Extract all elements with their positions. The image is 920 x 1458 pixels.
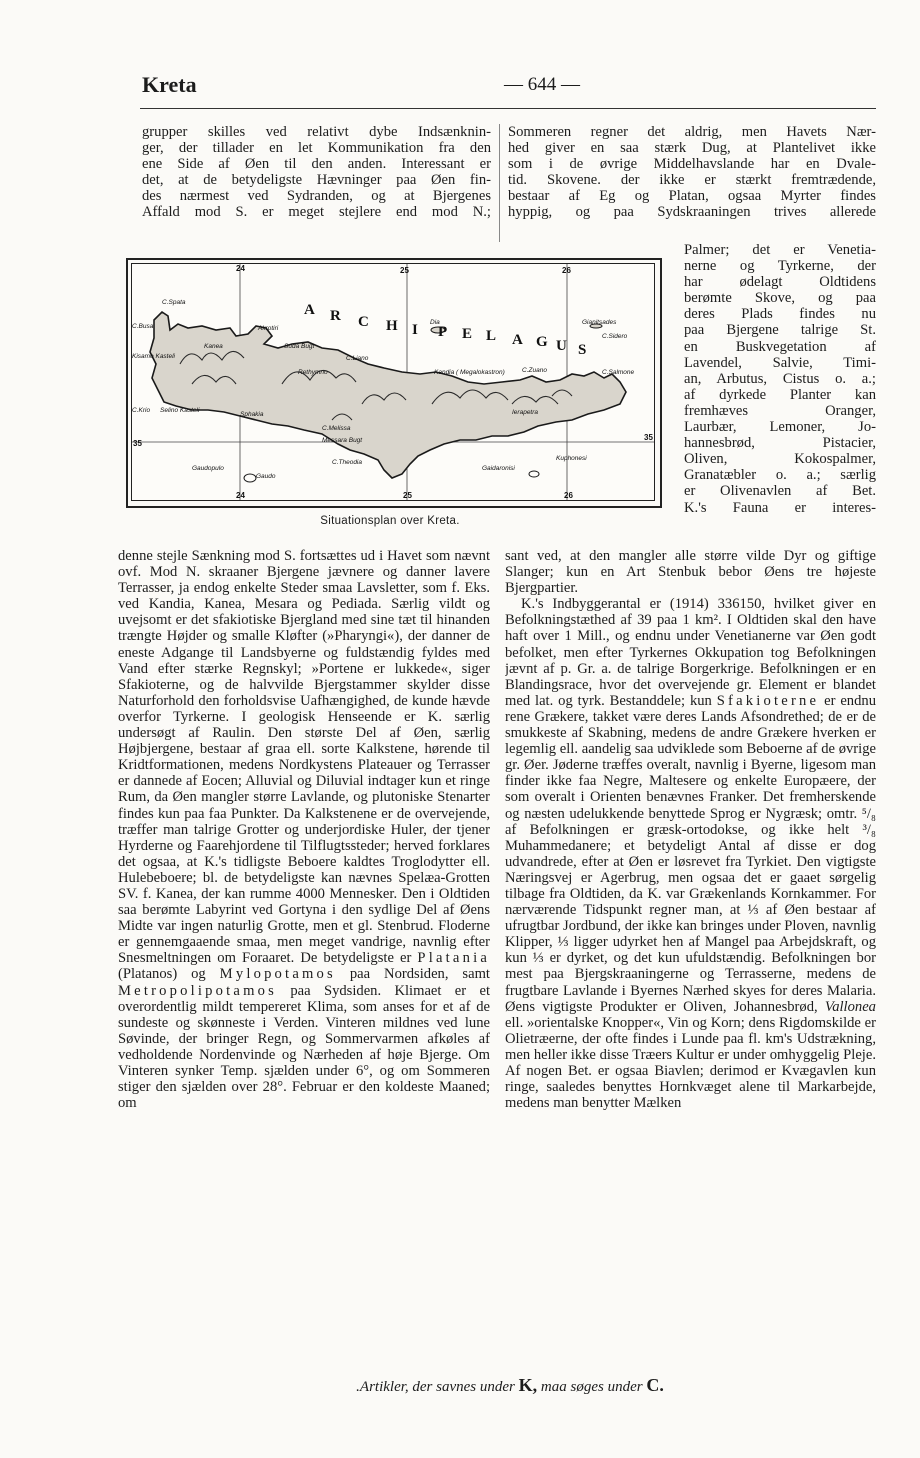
text-line: des nærmest ved Sydranden, og at Bjergenes (142, 188, 491, 205)
text-line: af dyrkede Planter kan (684, 386, 876, 403)
header-rule (140, 108, 876, 109)
place-label: Rethymno (298, 369, 328, 376)
place-label: C.Krio (132, 407, 151, 414)
sea-label-letter: R (330, 308, 341, 324)
place-label: Gaudo (256, 473, 276, 480)
place-label: C.Busa (132, 323, 154, 330)
text-line: Sommeren regner det aldrig, men Havets Nær- (508, 124, 876, 140)
text-line: Palmer; det er Venetia- (684, 242, 876, 258)
top-left-lines (142, 124, 491, 221)
population-text-b: er endnu rene Grækere, takket være deres Lands Afsondrethed; de er de smukkeste af Skabning, medens de andre Grækere hverken er legemlig ell. aandelig saa udviklede som Beboerne af de øvrige gr. Øer. Jøderne træffes overalt, navnlig i Byerne, ligesom man finder ikke faa Negre, Maltesere og enkelte Europæere, der som overalt i Orienten benævnes Franker. Det fremherskende og næsten udelukkende benyttede Sprog er Nygræsk; omtr. ⁵/₈ af Befolkningen er græsk-ortodokse, og ikke helt ³/₈ Muhammedanere; et betydeligt Antal af disse er dog udvandrede, efter at Øen er løsrevet fra Tyrkiet. Den vigtigste Næringsvej er Agerbrug, men ogsaa det er gaaet sørgelig tilbage fra Oldtiden, da K. var Grækenlands Kornkammer. For nærværende Tidspunkt regner man, at ⅓ af Øen bestaar af ufrugtbar Jordbund, der ikke kan bringes under Ploven, navnlig Klipper, ⅓ ligger udyrket hen af Mangel paa Arbejdskraft, og kun ⅓ er dyrket, og det kun ufuldstændig. Befolkningen bor mest paa Bjergskraaningerne og Terrasserne, medens de frugtbare Lavlande i Byernes Nærhed skyes for deres Malaria. Øens vigtigste Produkter er Oliven, Johannesbrød, (505, 692, 876, 1015)
river-platania: Platania (417, 950, 490, 967)
top-right-lines (508, 124, 876, 221)
text-line: har ødelagt Oldtidens (684, 274, 876, 291)
beside-map-lines (684, 242, 876, 516)
text-line: grupper skilles ved relativt dybe Indsænknin- (142, 124, 491, 140)
place-label: Dia (430, 319, 440, 326)
top-left-column (142, 124, 491, 224)
gaudo-island (244, 474, 256, 482)
text-line: Oliven, Kokospalmer, (684, 451, 876, 468)
beside-map-column (684, 242, 876, 532)
top-right-column (508, 124, 876, 244)
left-column-end: paa Sydsiden. Klimaet er et overordentlig mildt tempereret Klima, som anses for et af de sundeste og skønneste i Verden. Vinteren mildnes ved lune Søvinde, der bringer Regn, og Sommervarmen afkøles af vedholdende Nordenvinde og Nærheden af høje Bjerge. Om Vinteren synker Temp. sjælden under 6°, og om Sommeren stiger den sjælden over 28°. Februar er den koldeste Maaned; om (118, 982, 490, 1112)
river-mylopotamos: Mylopotamos (219, 966, 336, 983)
place-label: Kanea (204, 343, 223, 350)
place-label: Ierapetra (512, 409, 539, 416)
right-column (505, 548, 876, 1356)
footer-note (140, 1375, 880, 1396)
population-paragraph (505, 596, 876, 1111)
column-divider (499, 124, 500, 242)
place-label: Kandia ( Megalokastron) (434, 369, 505, 376)
text-line: paa Bjergene talrige St. (684, 322, 876, 339)
river-metropolipotamos: Metropolipotamos (118, 982, 278, 999)
footer-letter-c: C. (646, 1375, 664, 1395)
sea-label-letter: L (486, 328, 497, 344)
place-label: C.Theodia (332, 459, 362, 466)
text-line: hyppig, og paa Sydskraaningen trives allerede (508, 204, 876, 221)
text-line: nerne og Tyrkerne, der (684, 258, 876, 275)
grid-label-bottom-25: 25 (403, 491, 412, 500)
map-svg (132, 264, 654, 500)
text-line: hannesbrød, Pistacier, (684, 435, 876, 452)
sea-label-letter: A (304, 302, 315, 318)
text-line: ene Side af Øen til den anden. Interessant er (142, 156, 491, 173)
place-label: Messara Bugt (322, 437, 363, 444)
sea-label-letter: H (386, 318, 398, 334)
text-line: det, at de betydeligste Hævninger paa Øen fin- (142, 172, 491, 189)
place-label: Akrotiri (258, 325, 279, 332)
place-label: C.Spata (162, 299, 186, 306)
text-line: Granatæbler o. a.; særlig (684, 467, 876, 484)
sea-label-letter: S (578, 342, 587, 358)
sea-label-letter: G (536, 334, 548, 350)
text-line: Affald mod S. er meget stejlere end mod N.; (142, 204, 491, 221)
crete-map (126, 258, 664, 510)
footer-letter-k: K, (518, 1375, 538, 1395)
text-line: som i de øvrige Middelhavslande har en Dvale- (508, 156, 876, 173)
grid-label-top-24: 24 (236, 264, 245, 273)
footer-text-pre: .Artikler, der savnes under (356, 1379, 515, 1395)
sea-label-letter: I (412, 322, 418, 338)
text-line: berømte Skove, og paa (684, 290, 876, 307)
grid-label-top-25: 25 (400, 266, 409, 275)
text-line: tid. Skovene. der ikke er stærkt fremtrædende, (508, 172, 876, 189)
grid-label-left-35: 35 (133, 439, 142, 448)
text-line: hed giver en saa stærk Dug, at Plantelivet ikke (508, 140, 876, 157)
place-label: Kuphonesi (556, 455, 587, 462)
sea-label-letter: A (512, 332, 523, 348)
sea-label-letter: U (556, 338, 567, 354)
sea-label-letter: P (438, 324, 448, 340)
place-label: C.Liano (346, 355, 369, 362)
place-label: Suda Bugt (284, 343, 315, 350)
text-line: Laurbær, Lemoner, Jo- (684, 419, 876, 436)
grid-label-bottom-24: 24 (236, 491, 245, 500)
page-title: Kreta (142, 72, 197, 97)
sea-label-letter: C (358, 314, 369, 330)
text-line: an, Arbutus, Cistus o. a.; (684, 370, 876, 387)
vallonea-term: Vallonea (824, 998, 876, 1015)
text-line: en Buskvegetation af (684, 338, 876, 355)
place-label: Sphakia (240, 411, 264, 418)
text-line: ger, der tillader en let Kommunikation fra den (142, 140, 491, 157)
place-label: Selino Kasteli (160, 407, 200, 414)
place-label: C.Sidero (602, 333, 628, 340)
text-line: fremhæves Oranger, (684, 402, 876, 419)
place-label: Gaidaronisi (482, 465, 515, 472)
left-column (118, 548, 490, 1356)
population-text-c: ell. »orientalske Knopper«, Vin og Korn; dens Rigdomskilde er Olietræerne, der ofte findes i Lunde paa fl. km's Udstrækning, men heller ikke disse Træers Kultur er under omhyggelig Pleje. Af nogen Bet. er ogsaa Biavlen; derimod er Kvægavlen kun ringe, saaledes benyttes Hornkvæget alene til Markarbejde, medens man benytter Mælken (505, 1014, 876, 1112)
place-label: C.Zuano (522, 367, 547, 374)
population-text-a: K.'s Indbyggerantal er (1914) 336150, hvilket giver en Befolkningstæthed af 39 paa 1 km². I Oldtiden skal den have haft over 1 Mill., og endnu under Venetianerne var Øen godt befolket, men efter Tyrkernes Okkupation tog Befolkningen jævnt af p. Gr. a. de talrige Borgerkrige. Befolkningen er en Blandingsrace, hvor det overvejende gr. Element er blandet med lat. og tyrk. Bestanddele; kun (505, 596, 876, 709)
grid-label-top-26: 26 (562, 266, 571, 275)
text-line: er Olivenavlen af Bet. (684, 483, 876, 500)
footer-text-mid: maa søges under (540, 1379, 643, 1395)
place-label: Kisamo Kasteli (132, 353, 175, 360)
sfakioterne-term: Sfakioterne (716, 692, 820, 709)
text-line: bestaar af Eg og Platan, ogsaa Myrter findes (508, 188, 876, 205)
gaidaronisi-island (529, 471, 539, 477)
text-line: deres Plads findes nu (684, 306, 876, 323)
map-caption: Situationsplan over Kreta. (320, 515, 460, 527)
page-number: — 644 — (504, 74, 580, 95)
text-line: Lavendel, Salvie, Timi- (684, 354, 876, 371)
place-label: Gaudopulo (192, 465, 224, 472)
sea-label (304, 302, 586, 358)
text-line: K.'s Fauna er interes- (684, 499, 876, 516)
place-label: C.Melissa (322, 425, 351, 432)
sea-label-letter: E (462, 326, 473, 342)
left-column-mid-1: (Platanos) og (118, 966, 206, 983)
place-label: C.Salmone (602, 369, 635, 376)
grid-label-bottom-26: 26 (564, 491, 573, 500)
running-head (142, 72, 876, 102)
place-label: Gianitsades (582, 319, 617, 326)
map-body (131, 263, 655, 501)
fauna-paragraph: sant ved, at den mangler alle større vilde Dyr og giftige Slanger; kun en Art Stenbuk bebor Øens tre højeste Bjergpartier. (505, 548, 876, 597)
left-column-mid-2: paa Nordsiden, samt (349, 966, 490, 983)
grid-label-right-35: 35 (644, 433, 653, 442)
left-column-text: denne stejle Sænkning mod S. fortsættes ud i Havet som nævnt ovf. Mod N. skraaner Bjergene jævnere og danner lavere Terrasser, ja endog enkelte Steder smaa Lavsletter, som f. Eks. ved Kandia, Kanea, Mesara og Pediada. Særlig vildt og uvejsomt er det sfakiotiske Bjergland med sine tæt til hinanden trængte Højder og smalle Kløfter (»Pharyngi«), der danner de eneste Adgange til Landsbyerne og fuldstændig fyldes med Vand efter stærke Regnskyl; »Portene er lukkede«, siger Sfakioterne, og de halvvilde Bjergstammer skylder disse Naturforhold den forholdsvise Uafhængighed, de kunde hævde overfor Tyrkerne. I geologisk Henseende er K. særlig undersøgt af Raulin. Den største Del af Øen, særlig Højbjergene, bestaar af graa ell. sorte Kalkstene, hørende til Kridtformationen, medens Nordkystens Plateauer og Terrasser er dannede af Eocen; Alluvial og Diluvial indtager kun et ringe Rum, da Øen mangler større Lavlande, og plutoniske Stenarter findes kun paa faa Punkter. Da Kalkstenene er de overvejende, træffer man talrige Grotter og underjordiske Huler, der tjener Hyrderne og Faarehjordene til Tilflugtssteder; herved forklares det ogsaa, at K.'s tidligste Beboere kaldtes Troglodytter ell. Hulebeboere; bl. de betydeligste kan nævnes Spelæa-Grotten SV. f. Kanea, der kan rumme 4000 Mennesker. Den i Oldtiden saa berømte Labyrint ved Gortyna i den sydlige Del af Øens Midte var ingen naturlig Grotte, men et gl. Stenbrud. Floderne er gennemgaaende smaa, men meget vandrige, navnlig efter Snesmeltningen om Foraaret. De betydeligste er (118, 548, 490, 967)
